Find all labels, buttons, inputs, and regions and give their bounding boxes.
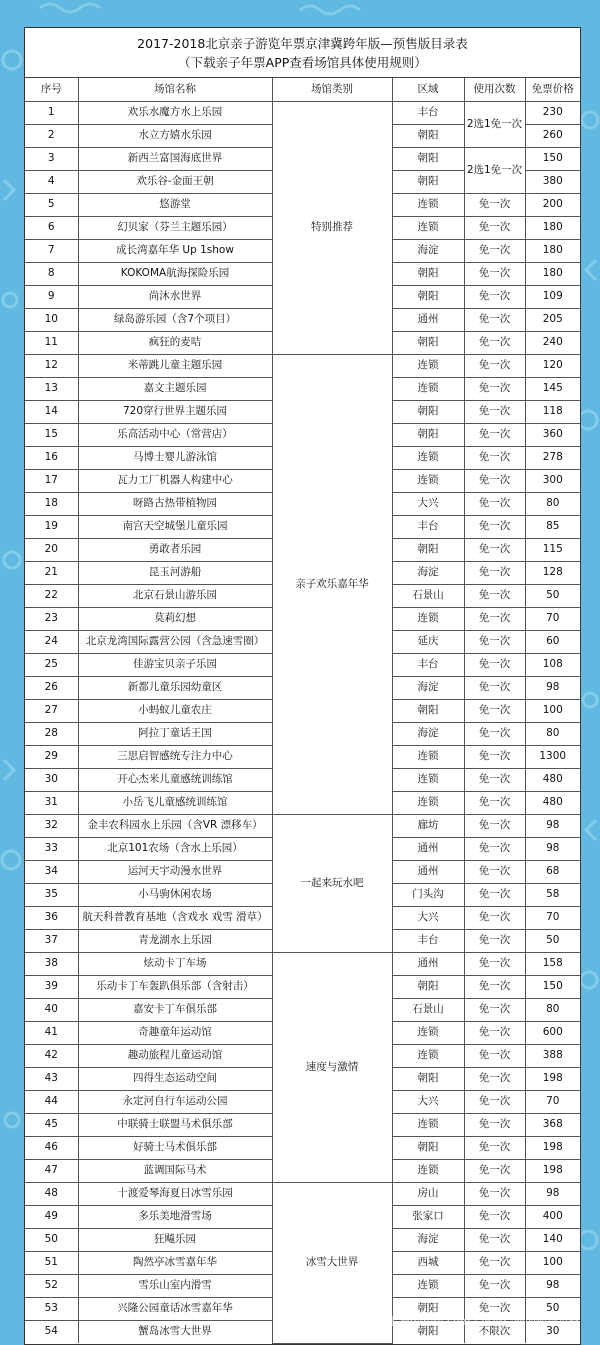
title-line-2: （下载亲子年票APP查看场馆具体使用规则） xyxy=(178,55,427,70)
price-cell: 120 xyxy=(525,354,580,377)
usage-cell: 免一次 xyxy=(464,584,525,607)
price-cell: 180 xyxy=(525,216,580,239)
venue-name: 小蚂蚁儿童农庄 xyxy=(78,699,272,722)
price-cell: 140 xyxy=(525,1228,580,1251)
region-cell: 连锁 xyxy=(392,607,464,630)
usage-cell: 免一次 xyxy=(464,262,525,285)
region-cell: 通州 xyxy=(392,308,464,331)
price-cell: 198 xyxy=(525,1159,580,1182)
price-cell: 50 xyxy=(525,584,580,607)
region-cell: 通州 xyxy=(392,860,464,883)
usage-cell: 免一次 xyxy=(464,1297,525,1320)
price-cell: 388 xyxy=(525,1044,580,1067)
venue-name: 莫莉幻想 xyxy=(78,607,272,630)
region-cell: 朝阳 xyxy=(392,1136,464,1159)
usage-cell: 免一次 xyxy=(464,1113,525,1136)
region-cell: 廊坊 xyxy=(392,814,464,837)
region-cell: 朝阳 xyxy=(392,124,464,147)
price-cell: 30 xyxy=(525,1320,580,1343)
venue-name: 阿拉丁童话王国 xyxy=(78,722,272,745)
price-cell: 98 xyxy=(525,814,580,837)
venue-name: 蟹岛冰雪大世界 xyxy=(78,1320,272,1343)
price-cell: 480 xyxy=(525,791,580,814)
row-index: 3 xyxy=(25,147,78,170)
watermark: 没得比 Meidebi.com | 值得信赖的购物攻略 xyxy=(363,1315,580,1328)
price-cell: 128 xyxy=(525,561,580,584)
venue-table-body xyxy=(25,78,580,1343)
price-cell: 300 xyxy=(525,469,580,492)
region-cell: 延庆 xyxy=(392,630,464,653)
price-cell: 60 xyxy=(525,630,580,653)
row-index: 24 xyxy=(25,630,78,653)
usage-cell: 免一次 xyxy=(464,1090,525,1113)
category-cell: 亲子欢乐嘉年华 xyxy=(272,354,392,814)
usage-cell: 免一次 xyxy=(464,308,525,331)
region-cell: 朝阳 xyxy=(392,423,464,446)
price-cell: 98 xyxy=(525,676,580,699)
venue-name: 多乐美地滑雪场 xyxy=(78,1205,272,1228)
row-index: 7 xyxy=(25,239,78,262)
price-cell: 70 xyxy=(525,1090,580,1113)
row-index: 48 xyxy=(25,1182,78,1205)
usage-cell: 免一次 xyxy=(464,400,525,423)
venue-name: 嘉安卡丁车俱乐部 xyxy=(78,998,272,1021)
price-cell: 200 xyxy=(525,193,580,216)
region-cell: 石景山 xyxy=(392,584,464,607)
price-cell: 198 xyxy=(525,1067,580,1090)
venue-name: 瓦力工厂机器人构建中心 xyxy=(78,469,272,492)
usage-cell: 不限次 xyxy=(464,1320,525,1343)
venue-name: 十渡爱琴海夏日冰雪乐园 xyxy=(78,1182,272,1205)
price-cell: 368 xyxy=(525,1113,580,1136)
usage-cell: 免一次 xyxy=(464,1228,525,1251)
region-cell: 连锁 xyxy=(392,1044,464,1067)
row-index: 47 xyxy=(25,1159,78,1182)
header-venue-name: 场馆名称 xyxy=(78,78,272,101)
price-cell: 50 xyxy=(525,1297,580,1320)
row-index: 40 xyxy=(25,998,78,1021)
price-cell: 400 xyxy=(525,1205,580,1228)
row-index: 10 xyxy=(25,308,78,331)
usage-cell: 免一次 xyxy=(464,193,525,216)
venue-name: 中联骑士联盟马术俱乐部 xyxy=(78,1113,272,1136)
row-index: 34 xyxy=(25,860,78,883)
region-cell: 朝阳 xyxy=(392,262,464,285)
usage-cell: 免一次 xyxy=(464,745,525,768)
price-cell: 260 xyxy=(525,124,580,147)
table-row xyxy=(25,1182,580,1205)
venue-name: 狂飚乐园 xyxy=(78,1228,272,1251)
price-cell: 100 xyxy=(525,699,580,722)
usage-cell: 2选1免一次 xyxy=(464,147,525,193)
usage-cell: 免一次 xyxy=(464,607,525,630)
region-cell: 门头沟 xyxy=(392,883,464,906)
price-cell: 118 xyxy=(525,400,580,423)
price-cell: 70 xyxy=(525,607,580,630)
usage-cell: 免一次 xyxy=(464,492,525,515)
venue-name: 尚沐水世界 xyxy=(78,285,272,308)
region-cell: 西城 xyxy=(392,1251,464,1274)
usage-cell: 免一次 xyxy=(464,837,525,860)
usage-cell: 免一次 xyxy=(464,975,525,998)
row-index: 20 xyxy=(25,538,78,561)
venue-name: 720穿行世界主题乐园 xyxy=(78,400,272,423)
usage-cell: 2选1免一次 xyxy=(464,101,525,147)
price-cell: 109 xyxy=(525,285,580,308)
venue-name: 四得生态运动空间 xyxy=(78,1067,272,1090)
price-cell: 240 xyxy=(525,331,580,354)
region-cell: 连锁 xyxy=(392,1113,464,1136)
region-cell: 朝阳 xyxy=(392,975,464,998)
usage-cell: 免一次 xyxy=(464,561,525,584)
region-cell: 朝阳 xyxy=(392,538,464,561)
row-index: 54 xyxy=(25,1320,78,1343)
region-cell: 连锁 xyxy=(392,446,464,469)
usage-cell: 免一次 xyxy=(464,768,525,791)
row-index: 28 xyxy=(25,722,78,745)
usage-cell: 免一次 xyxy=(464,1182,525,1205)
row-index: 26 xyxy=(25,676,78,699)
usage-cell: 免一次 xyxy=(464,1136,525,1159)
region-cell: 大兴 xyxy=(392,906,464,929)
price-cell: 108 xyxy=(525,653,580,676)
region-cell: 通州 xyxy=(392,837,464,860)
venue-name: 新西兰富国海底世界 xyxy=(78,147,272,170)
region-cell: 丰台 xyxy=(392,515,464,538)
usage-cell: 免一次 xyxy=(464,239,525,262)
venue-name: 炫动卡丁车场 xyxy=(78,952,272,975)
price-cell: 360 xyxy=(525,423,580,446)
row-index: 2 xyxy=(25,124,78,147)
title-line-1: 2017-2018北京亲子游览年票京津冀跨年版—预售版目录表 xyxy=(137,36,468,51)
usage-cell: 免一次 xyxy=(464,998,525,1021)
venue-name: 成长湾嘉年华 Up 1show xyxy=(78,239,272,262)
row-index: 51 xyxy=(25,1251,78,1274)
row-index: 4 xyxy=(25,170,78,193)
price-cell: 85 xyxy=(525,515,580,538)
price-cell: 230 xyxy=(525,101,580,124)
venue-name: 悠游堂 xyxy=(78,193,272,216)
header-price: 免票价格 xyxy=(525,78,580,101)
venue-name: 昆玉河游船 xyxy=(78,561,272,584)
row-index: 9 xyxy=(25,285,78,308)
region-cell: 海淀 xyxy=(392,676,464,699)
price-cell: 278 xyxy=(525,446,580,469)
price-cell: 158 xyxy=(525,952,580,975)
region-cell: 朝阳 xyxy=(392,699,464,722)
venue-name: 青龙湖水上乐园 xyxy=(78,929,272,952)
row-index: 5 xyxy=(25,193,78,216)
usage-cell: 免一次 xyxy=(464,676,525,699)
price-cell: 180 xyxy=(525,239,580,262)
header-category: 场馆类别 xyxy=(272,78,392,101)
price-cell: 380 xyxy=(525,170,580,193)
usage-cell: 免一次 xyxy=(464,538,525,561)
venue-name: 开心杰米儿童感统训练馆 xyxy=(78,768,272,791)
venue-name: 勇敢者乐园 xyxy=(78,538,272,561)
region-cell: 海淀 xyxy=(392,561,464,584)
usage-cell: 免一次 xyxy=(464,377,525,400)
usage-cell: 免一次 xyxy=(464,446,525,469)
price-cell: 98 xyxy=(525,837,580,860)
region-cell: 连锁 xyxy=(392,193,464,216)
header-usage: 使用次数 xyxy=(464,78,525,101)
usage-cell: 免一次 xyxy=(464,699,525,722)
region-cell: 连锁 xyxy=(392,216,464,239)
region-cell: 朝阳 xyxy=(392,1320,464,1343)
row-index: 52 xyxy=(25,1274,78,1297)
venue-name: KOKOMA航海探险乐园 xyxy=(78,262,272,285)
region-cell: 连锁 xyxy=(392,469,464,492)
row-index: 17 xyxy=(25,469,78,492)
usage-cell: 免一次 xyxy=(464,1067,525,1090)
price-cell: 145 xyxy=(525,377,580,400)
usage-cell: 免一次 xyxy=(464,1044,525,1067)
venue-name: 乐动卡丁车轰趴俱乐部（含射击） xyxy=(78,975,272,998)
usage-cell: 免一次 xyxy=(464,860,525,883)
usage-cell: 免一次 xyxy=(464,952,525,975)
price-cell: 58 xyxy=(525,883,580,906)
region-cell: 张家口 xyxy=(392,1205,464,1228)
venue-name: 陶然亭冰雪嘉年华 xyxy=(78,1251,272,1274)
category-cell: 特别推荐 xyxy=(272,101,392,354)
venue-name: 呀路古热带植物园 xyxy=(78,492,272,515)
row-index: 42 xyxy=(25,1044,78,1067)
venue-name: 雪乐山室内滑雪 xyxy=(78,1274,272,1297)
usage-cell: 免一次 xyxy=(464,1251,525,1274)
row-index: 12 xyxy=(25,354,78,377)
usage-cell: 免一次 xyxy=(464,906,525,929)
row-index: 31 xyxy=(25,791,78,814)
venue-name: 南宫天空城堡儿童乐园 xyxy=(78,515,272,538)
region-cell: 连锁 xyxy=(392,1159,464,1182)
usage-cell: 免一次 xyxy=(464,722,525,745)
venue-name: 马博士婴儿游泳馆 xyxy=(78,446,272,469)
region-cell: 朝阳 xyxy=(392,400,464,423)
region-cell: 朝阳 xyxy=(392,285,464,308)
venue-name: 北京101农场（含水上乐园） xyxy=(78,837,272,860)
venue-name: 乐高活动中心（常营店） xyxy=(78,423,272,446)
venue-name: 蓝调国际马术 xyxy=(78,1159,272,1182)
usage-cell: 免一次 xyxy=(464,1159,525,1182)
row-index: 16 xyxy=(25,446,78,469)
usage-cell: 免一次 xyxy=(464,285,525,308)
usage-cell: 免一次 xyxy=(464,216,525,239)
venue-name: 永定河自行车运动公园 xyxy=(78,1090,272,1113)
region-cell: 朝阳 xyxy=(392,1297,464,1320)
row-index: 32 xyxy=(25,814,78,837)
usage-cell: 免一次 xyxy=(464,354,525,377)
row-index: 36 xyxy=(25,906,78,929)
region-cell: 连锁 xyxy=(392,791,464,814)
region-cell: 朝阳 xyxy=(392,170,464,193)
category-cell: 一起来玩水吧 xyxy=(272,814,392,952)
row-index: 18 xyxy=(25,492,78,515)
row-index: 50 xyxy=(25,1228,78,1251)
venue-name: 运河天宇动漫水世界 xyxy=(78,860,272,883)
row-index: 25 xyxy=(25,653,78,676)
row-index: 38 xyxy=(25,952,78,975)
region-cell: 连锁 xyxy=(392,354,464,377)
row-index: 23 xyxy=(25,607,78,630)
venue-name: 米蒂跳儿童主题乐园 xyxy=(78,354,272,377)
venue-name: 兴隆公园童话冰雪嘉年华 xyxy=(78,1297,272,1320)
venue-name: 小马驹休闲农场 xyxy=(78,883,272,906)
row-index: 39 xyxy=(25,975,78,998)
region-cell: 石景山 xyxy=(392,998,464,1021)
document-title xyxy=(25,28,580,78)
venue-name: 水立方嬉水乐园 xyxy=(78,124,272,147)
usage-cell: 免一次 xyxy=(464,1274,525,1297)
region-cell: 大兴 xyxy=(392,492,464,515)
row-index: 6 xyxy=(25,216,78,239)
region-cell: 海淀 xyxy=(392,239,464,262)
venue-name: 疯狂的麦咭 xyxy=(78,331,272,354)
row-index: 43 xyxy=(25,1067,78,1090)
header-index: 序号 xyxy=(25,78,78,101)
usage-cell: 免一次 xyxy=(464,331,525,354)
usage-cell: 免一次 xyxy=(464,653,525,676)
region-cell: 丰台 xyxy=(392,653,464,676)
region-cell: 海淀 xyxy=(392,722,464,745)
price-cell: 205 xyxy=(525,308,580,331)
price-cell: 150 xyxy=(525,147,580,170)
row-index: 14 xyxy=(25,400,78,423)
row-index: 35 xyxy=(25,883,78,906)
venue-name: 欢乐水魔方水上乐园 xyxy=(78,101,272,124)
price-cell: 180 xyxy=(525,262,580,285)
table-header-row xyxy=(25,78,580,101)
price-cell: 100 xyxy=(525,1251,580,1274)
venue-name: 嘉文主题乐园 xyxy=(78,377,272,400)
row-index: 33 xyxy=(25,837,78,860)
row-index: 21 xyxy=(25,561,78,584)
row-index: 44 xyxy=(25,1090,78,1113)
region-cell: 连锁 xyxy=(392,745,464,768)
usage-cell: 免一次 xyxy=(464,883,525,906)
category-cell: 速度与激情 xyxy=(272,952,392,1182)
price-cell: 68 xyxy=(525,860,580,883)
venue-name: 北京龙湾国际露营公园（含急速雪圈） xyxy=(78,630,272,653)
price-cell: 70 xyxy=(525,906,580,929)
usage-cell: 免一次 xyxy=(464,423,525,446)
price-cell: 150 xyxy=(525,975,580,998)
row-index: 37 xyxy=(25,929,78,952)
region-cell: 丰台 xyxy=(392,101,464,124)
usage-cell: 免一次 xyxy=(464,791,525,814)
row-index: 13 xyxy=(25,377,78,400)
venue-name: 航天科普教育基地（含戏水 戏雪 滑草） xyxy=(78,906,272,929)
row-index: 41 xyxy=(25,1021,78,1044)
venue-name: 佳游宝贝亲子乐园 xyxy=(78,653,272,676)
row-index: 1 xyxy=(25,101,78,124)
venue-name: 小岳飞儿童感统训练馆 xyxy=(78,791,272,814)
region-cell: 房山 xyxy=(392,1182,464,1205)
price-cell: 198 xyxy=(525,1136,580,1159)
table-row xyxy=(25,354,580,377)
usage-cell: 免一次 xyxy=(464,469,525,492)
usage-cell: 免一次 xyxy=(464,814,525,837)
header-region: 区域 xyxy=(392,78,464,101)
price-cell: 1300 xyxy=(525,745,580,768)
usage-cell: 免一次 xyxy=(464,929,525,952)
venue-name: 金丰农科园水上乐园（含VR 漂移车） xyxy=(78,814,272,837)
catalog-document xyxy=(24,27,581,1345)
region-cell: 朝阳 xyxy=(392,1067,464,1090)
region-cell: 朝阳 xyxy=(392,331,464,354)
category-cell: 冰雪大世界 xyxy=(272,1182,392,1343)
price-cell: 480 xyxy=(525,768,580,791)
venue-name: 北京石景山游乐园 xyxy=(78,584,272,607)
row-index: 30 xyxy=(25,768,78,791)
usage-cell: 免一次 xyxy=(464,630,525,653)
row-index: 15 xyxy=(25,423,78,446)
price-cell: 80 xyxy=(525,492,580,515)
row-index: 11 xyxy=(25,331,78,354)
region-cell: 丰台 xyxy=(392,929,464,952)
row-index: 22 xyxy=(25,584,78,607)
venue-name: 好骑士马术俱乐部 xyxy=(78,1136,272,1159)
venue-name: 幻贝家（芬兰主题乐园） xyxy=(78,216,272,239)
usage-cell: 免一次 xyxy=(464,515,525,538)
price-cell: 80 xyxy=(525,998,580,1021)
row-index: 19 xyxy=(25,515,78,538)
region-cell: 通州 xyxy=(392,952,464,975)
venue-name: 趣动旅程儿童运动馆 xyxy=(78,1044,272,1067)
price-cell: 50 xyxy=(525,929,580,952)
region-cell: 朝阳 xyxy=(392,147,464,170)
table-row xyxy=(25,101,580,124)
region-cell: 连锁 xyxy=(392,1274,464,1297)
row-index: 49 xyxy=(25,1205,78,1228)
venue-name: 新都儿童乐园幼童区 xyxy=(78,676,272,699)
row-index: 27 xyxy=(25,699,78,722)
region-cell: 连锁 xyxy=(392,1021,464,1044)
venue-name: 奇趣童年运动馆 xyxy=(78,1021,272,1044)
venue-name: 欢乐谷-金面王朝 xyxy=(78,170,272,193)
venue-name: 绿岛游乐园（含7个项目） xyxy=(78,308,272,331)
table-row xyxy=(25,814,580,837)
price-cell: 600 xyxy=(525,1021,580,1044)
table-row xyxy=(25,952,580,975)
row-index: 53 xyxy=(25,1297,78,1320)
row-index: 29 xyxy=(25,745,78,768)
region-cell: 连锁 xyxy=(392,768,464,791)
venue-table xyxy=(25,78,580,1344)
row-index: 8 xyxy=(25,262,78,285)
price-cell: 80 xyxy=(525,722,580,745)
price-cell: 115 xyxy=(525,538,580,561)
usage-cell: 免一次 xyxy=(464,1205,525,1228)
price-cell: 98 xyxy=(525,1182,580,1205)
region-cell: 连锁 xyxy=(392,377,464,400)
row-index: 45 xyxy=(25,1113,78,1136)
region-cell: 海淀 xyxy=(392,1228,464,1251)
venue-name: 三思启智感统专注力中心 xyxy=(78,745,272,768)
row-index: 46 xyxy=(25,1136,78,1159)
price-cell: 98 xyxy=(525,1274,580,1297)
usage-cell: 免一次 xyxy=(464,1021,525,1044)
region-cell: 大兴 xyxy=(392,1090,464,1113)
